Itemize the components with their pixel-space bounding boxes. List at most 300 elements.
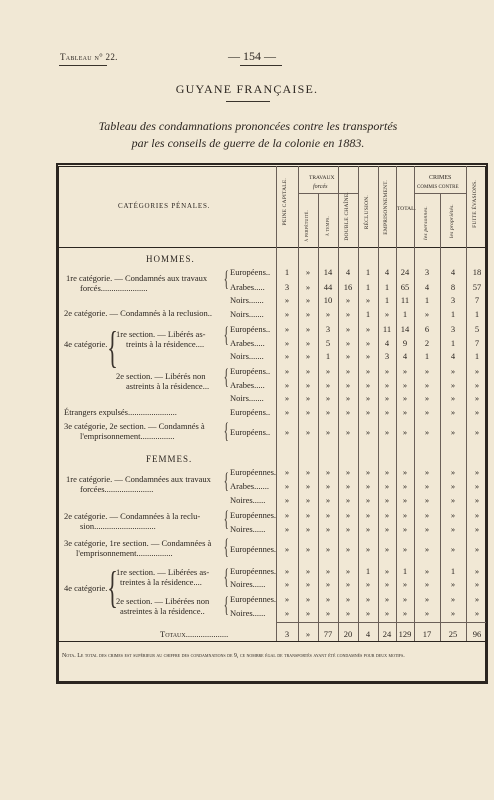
section-hommes: HOMMES.: [146, 254, 195, 264]
table-cell: »: [284, 380, 290, 390]
category-label: Étrangers expulsés.......................: [64, 407, 177, 417]
category-label: 1re section. — Libérées as-: [116, 567, 210, 577]
col-header-double-chaine: DOUBLE CHAÎNE.: [344, 192, 350, 241]
table-cell: »: [424, 393, 430, 403]
table-cell: »: [450, 393, 456, 403]
table-cell: »: [284, 608, 290, 618]
table-cell: 4: [402, 351, 408, 361]
table-cell: »: [325, 510, 331, 520]
total-cell: 17: [422, 629, 432, 639]
table-cell: »: [474, 524, 480, 534]
table-cell: »: [325, 608, 331, 618]
category-label: forcés......................: [80, 283, 148, 293]
table-cell: »: [345, 295, 351, 305]
origin-label: Européennes.: [230, 544, 277, 554]
table-cell: »: [474, 579, 480, 589]
origin-label: Arabes.....: [230, 380, 265, 390]
table-cell: »: [365, 295, 371, 305]
col-header-categories: CATÉGORIES PÉNALES.: [118, 202, 211, 210]
col-header-fuite-evasions: FUITE ÉVASIONS.: [472, 180, 478, 228]
header-rule-bottom: [58, 247, 486, 248]
table-cell: »: [384, 608, 390, 618]
table-cell: »: [305, 309, 311, 319]
table-cell: »: [345, 566, 351, 576]
brace-mark: {: [223, 468, 229, 493]
table-cell: »: [284, 579, 290, 589]
origin-label: Noires......: [230, 495, 266, 505]
table-cell: 4: [384, 267, 390, 277]
total-cell: 3: [284, 629, 290, 639]
table-cell: »: [424, 608, 430, 618]
table-cell: »: [325, 467, 331, 477]
table-cell: »: [384, 566, 390, 576]
table-cell: »: [384, 309, 390, 319]
total-cell: 4: [365, 629, 371, 639]
table-cell: »: [365, 594, 371, 604]
category-label: 1re catégorie. — Condamnées aux travaux: [66, 474, 211, 484]
table-cell: »: [450, 510, 456, 520]
origin-label: Arabes.....: [230, 338, 265, 348]
table-cell: »: [365, 544, 371, 554]
table-cell: »: [345, 309, 351, 319]
origin-label: Noires......: [230, 524, 266, 534]
table-cell: »: [474, 427, 480, 437]
table-cell: »: [402, 467, 408, 477]
total-cell: 77: [323, 629, 333, 639]
table-cell: »: [345, 338, 351, 348]
table-cell: »: [345, 427, 351, 437]
origin-label: Arabes.....: [230, 282, 265, 292]
table-cell: »: [325, 427, 331, 437]
origin-label: Européens..: [230, 324, 271, 334]
brace-mark: {: [223, 564, 229, 589]
table-cell: 1: [325, 351, 331, 361]
category-label: 2e section. — Libérés non: [116, 371, 206, 381]
table-cell: 1: [450, 338, 456, 348]
origin-label: Noirs.......: [230, 295, 264, 305]
category-label: 2e section. — Libérées non: [116, 596, 210, 606]
header-rule: [59, 65, 107, 66]
origin-label: Européens..: [230, 407, 271, 417]
origin-label: Noires......: [230, 608, 266, 618]
table-cell: »: [365, 366, 371, 376]
table-cell: 1: [450, 566, 456, 576]
table-cell: »: [365, 407, 371, 417]
table-cell: »: [450, 594, 456, 604]
origin-label: Européens..: [230, 267, 271, 277]
table-cell: »: [365, 495, 371, 505]
table-cell: »: [305, 566, 311, 576]
title-rule: [226, 101, 270, 102]
table-cell: »: [305, 481, 311, 491]
table-cell: »: [450, 380, 456, 390]
table-cell: 1: [402, 566, 408, 576]
table-cell: »: [325, 594, 331, 604]
table-cell: 1: [402, 309, 408, 319]
page-number: — 154 —: [228, 49, 276, 63]
table-cell: »: [325, 566, 331, 576]
category-label: treintes à la résidence....: [120, 577, 202, 587]
table-cell: »: [424, 594, 430, 604]
category-label: 1re section. — Libérés as-: [116, 329, 206, 339]
table-cell: »: [474, 495, 480, 505]
table-cell: »: [365, 393, 371, 403]
table-cell: »: [384, 524, 390, 534]
origin-label: Européennes.: [230, 510, 277, 520]
table-cell: »: [325, 380, 331, 390]
table-cell: »: [365, 579, 371, 589]
table-cell: »: [424, 380, 430, 390]
table-cell: »: [450, 524, 456, 534]
table-cell: »: [474, 366, 480, 376]
table-cell: »: [424, 510, 430, 520]
table-cell: 11: [400, 295, 410, 305]
total-cell: 96: [472, 629, 482, 639]
table-cell: »: [384, 407, 390, 417]
table-cell: 4: [450, 267, 456, 277]
table-cell: »: [474, 481, 480, 491]
totals-rule-bottom: [58, 641, 486, 642]
col-header-total: TOTAL.: [397, 206, 416, 212]
table-cell: 4: [450, 351, 456, 361]
table-cell: 1: [384, 295, 390, 305]
table-cell: »: [325, 309, 331, 319]
table-cell: »: [365, 324, 371, 334]
table-cell: 65: [400, 282, 410, 292]
table-cell: 3: [325, 324, 331, 334]
table-cell: »: [384, 544, 390, 554]
totals-label: Totaux....................: [160, 629, 229, 639]
category-label: 4e catégorie.: [64, 583, 108, 593]
category-label: 1re catégorie. — Condamnés aux travaux: [66, 273, 208, 283]
table-cell: »: [305, 295, 311, 305]
table-cell: »: [305, 467, 311, 477]
total-cell: 24: [382, 629, 392, 639]
table-cell: 1: [424, 295, 430, 305]
table-cell: 4: [384, 338, 390, 348]
table-cell: »: [284, 427, 290, 437]
table-cell: 9: [402, 338, 408, 348]
table-cell: »: [284, 524, 290, 534]
table-cell: 44: [323, 282, 333, 292]
table-cell: »: [284, 366, 290, 376]
table-cell: »: [345, 544, 351, 554]
table-cell: »: [284, 393, 290, 403]
table-cell: »: [284, 544, 290, 554]
table-cell: »: [284, 338, 290, 348]
table-cell: 11: [382, 324, 392, 334]
origin-label: Noirs.......: [230, 351, 264, 361]
total-cell: »: [305, 629, 311, 639]
table-cell: »: [305, 495, 311, 505]
table-cell: »: [345, 467, 351, 477]
header-rule: [240, 65, 282, 66]
table-cell: »: [284, 309, 290, 319]
table-cell: »: [345, 481, 351, 491]
section-femmes: FEMMES.: [146, 454, 193, 464]
table-cell: »: [402, 481, 408, 491]
col-line: [440, 193, 441, 641]
table-cell: 3: [450, 324, 456, 334]
table-cell: »: [402, 608, 408, 618]
table-cell: »: [284, 481, 290, 491]
table-cell: »: [345, 324, 351, 334]
col-header-personnes: les personnes.: [423, 206, 429, 240]
table-cell: »: [345, 407, 351, 417]
table-cell: »: [365, 467, 371, 477]
table-cell: »: [450, 407, 456, 417]
col-header-peine-capitale: PEINE CAPITALE.: [282, 178, 288, 226]
table-cell: »: [345, 393, 351, 403]
table-cell: »: [284, 324, 290, 334]
table-cell: »: [305, 366, 311, 376]
table-cell: 5: [474, 324, 480, 334]
table-cell: »: [450, 495, 456, 505]
table-cell: 4: [345, 267, 351, 277]
table-cell: »: [305, 524, 311, 534]
origin-label: Noires......: [230, 579, 266, 589]
category-label: treints à la résidence....: [126, 339, 205, 349]
table-cell: 7: [474, 295, 480, 305]
table-cell: »: [305, 544, 311, 554]
table-note: Nota. Le total des crimes est supérieur au chiffre des condamnations de 9, ce nombre égal de transportés ayant été condamnés pour deux motifs.: [62, 653, 405, 659]
table-cell: »: [424, 309, 430, 319]
caption-line: Tableau des condamnations prononcées contre les transportés: [98, 119, 398, 133]
table-cell: »: [402, 393, 408, 403]
table-cell: »: [345, 366, 351, 376]
table-cell: 3: [384, 351, 390, 361]
col-header-temps: à temps.: [325, 216, 331, 237]
brace-mark: {: [223, 592, 229, 617]
table-cell: 1: [384, 282, 390, 292]
table-cell: 6: [424, 324, 430, 334]
table-cell: 16: [343, 282, 353, 292]
table-cell: »: [325, 407, 331, 417]
table-cell: »: [284, 510, 290, 520]
table-cell: »: [284, 594, 290, 604]
category-label: l'emprisonnement................: [80, 431, 175, 441]
table-cell: »: [305, 407, 311, 417]
table-cell: 1: [365, 566, 371, 576]
table-cell: 2: [424, 338, 430, 348]
table-cell: »: [450, 544, 456, 554]
table-cell: »: [384, 467, 390, 477]
table-cell: »: [325, 495, 331, 505]
table-cell: »: [450, 427, 456, 437]
table-cell: »: [284, 295, 290, 305]
table-cell: 1: [284, 267, 290, 277]
total-cell: 129: [398, 629, 412, 639]
table-cell: »: [384, 481, 390, 491]
document-title: GUYANE FRANÇAISE.: [175, 82, 319, 96]
table-cell: »: [284, 351, 290, 361]
table-cell: »: [424, 544, 430, 554]
table-cell: »: [325, 524, 331, 534]
total-cell: 25: [448, 629, 458, 639]
category-label: l'emprisonnement.................: [76, 548, 173, 558]
table-cell: »: [365, 427, 371, 437]
table-cell: »: [424, 481, 430, 491]
table-cell: »: [402, 495, 408, 505]
table-cell: »: [305, 608, 311, 618]
table-cell: »: [384, 594, 390, 604]
origin-label: Arabes.......: [230, 481, 269, 491]
table-cell: »: [305, 324, 311, 334]
table-cell: »: [424, 366, 430, 376]
table-cell: »: [305, 510, 311, 520]
table-cell: »: [474, 467, 480, 477]
table-cell: »: [305, 380, 311, 390]
table-cell: »: [284, 566, 290, 576]
category-label: 3e catégorie, 1re section. — Condamnées à: [64, 538, 212, 548]
table-cell: »: [365, 524, 371, 534]
table-cell: »: [345, 351, 351, 361]
table-cell: »: [345, 524, 351, 534]
brace-mark: {: [223, 322, 229, 347]
table-cell: »: [345, 495, 351, 505]
table-cell: »: [402, 427, 408, 437]
table-cell: »: [474, 393, 480, 403]
table-cell: »: [325, 544, 331, 554]
origin-label: Noirs.......: [230, 309, 264, 319]
brace-mark: {: [223, 534, 229, 559]
table-cell: »: [384, 393, 390, 403]
table-cell: »: [305, 579, 311, 589]
brace-mark: {: [107, 563, 118, 612]
table-cell: 3: [424, 267, 430, 277]
table-cell: »: [345, 510, 351, 520]
table-cell: 10: [323, 295, 333, 305]
category-label: astreints à la résidence...: [126, 381, 210, 391]
table-cell: »: [424, 495, 430, 505]
origin-label: Européens..: [230, 366, 271, 376]
brace-mark: {: [223, 266, 229, 291]
category-label: forcées.......................: [80, 484, 154, 494]
table-cell: »: [384, 510, 390, 520]
table-cell: »: [365, 380, 371, 390]
col-header-proprietes: les propriétés.: [449, 204, 455, 239]
table-cell: 1: [365, 309, 371, 319]
table-cell: »: [345, 380, 351, 390]
brace-mark: {: [107, 323, 118, 372]
table-cell: »: [305, 594, 311, 604]
col-header-forces: forcés: [313, 184, 328, 190]
table-number: Tableau n° 22.: [60, 52, 118, 62]
table-cell: »: [402, 366, 408, 376]
table-cell: »: [474, 544, 480, 554]
table-cell: »: [424, 427, 430, 437]
category-label: 2e catégorie. — Condamnées à la reclu-: [64, 511, 201, 521]
table-cell: »: [365, 351, 371, 361]
table-cell: »: [384, 366, 390, 376]
table-cell: 14: [323, 267, 333, 277]
totals-rule: [276, 622, 486, 623]
table-cell: 1: [365, 282, 371, 292]
origin-label: Européennes.: [230, 566, 277, 576]
table-cell: »: [305, 338, 311, 348]
table-cell: »: [402, 594, 408, 604]
table-cell: »: [424, 579, 430, 589]
table-cell: »: [384, 427, 390, 437]
table-cell: 5: [325, 338, 331, 348]
table-cell: »: [365, 510, 371, 520]
col-header-commis-contre: COMMIS CONTRE: [417, 185, 459, 190]
origin-label: Européennes.: [230, 467, 277, 477]
table-cell: »: [365, 338, 371, 348]
table-cell: »: [474, 594, 480, 604]
table-cell: »: [424, 407, 430, 417]
table-cell: »: [284, 495, 290, 505]
table-cell: 8: [450, 282, 456, 292]
table-cell: 57: [472, 282, 482, 292]
table-cell: »: [424, 467, 430, 477]
table-cell: »: [305, 282, 311, 292]
table-cell: »: [474, 608, 480, 618]
table-cell: 14: [400, 324, 410, 334]
category-label: 4e catégorie.: [64, 339, 108, 349]
col-header-perpetuite: à perpétuité.: [304, 210, 310, 242]
table-cell: »: [474, 407, 480, 417]
table-caption: [70, 118, 426, 152]
table-cell: 4: [424, 282, 430, 292]
table-cell: »: [325, 579, 331, 589]
table-cell: »: [402, 380, 408, 390]
table-cell: »: [402, 407, 408, 417]
table-cell: »: [345, 579, 351, 589]
table-cell: »: [474, 566, 480, 576]
table-cell: »: [365, 608, 371, 618]
table-cell: »: [305, 267, 311, 277]
col-header-travaux: TRAVAUX: [309, 175, 335, 181]
table-cell: »: [384, 579, 390, 589]
table-cell: »: [305, 393, 311, 403]
table-cell: 1: [450, 309, 456, 319]
table-cell: »: [384, 380, 390, 390]
table-cell: »: [474, 510, 480, 520]
category-label: sion.............................: [80, 521, 156, 531]
table-cell: »: [424, 524, 430, 534]
category-label: 3e catégorie, 2e section. — Condamnés à: [64, 421, 205, 431]
category-label: 2e catégorie. — Condamnés à la reclusion..: [64, 308, 212, 318]
table-cell: »: [325, 393, 331, 403]
table-cell: »: [450, 579, 456, 589]
table-cell: »: [474, 380, 480, 390]
table-cell: »: [450, 608, 456, 618]
table-cell: »: [402, 544, 408, 554]
table-cell: »: [345, 594, 351, 604]
table-cell: 1: [474, 309, 480, 319]
table-cell: »: [305, 351, 311, 361]
brace-mark: {: [223, 506, 229, 531]
col-header-emprisonnement: EMPRISONNEMENT.: [383, 180, 389, 235]
table-cell: »: [424, 566, 430, 576]
table-cell: »: [284, 467, 290, 477]
category-label: astreintes à la résidence..: [120, 606, 205, 616]
origin-label: Européennes.: [230, 594, 277, 604]
table-cell: »: [450, 366, 456, 376]
col-header-crimes: CRIMES: [429, 175, 452, 181]
table-cell: 1: [365, 267, 371, 277]
table-cell: »: [345, 608, 351, 618]
table-cell: »: [450, 467, 456, 477]
origin-label: Noirs.......: [230, 393, 264, 403]
brace-mark: {: [223, 418, 229, 443]
table-cell: 1: [424, 351, 430, 361]
table-cell: »: [305, 427, 311, 437]
table-cell: 3: [284, 282, 290, 292]
brace-mark: {: [223, 364, 229, 389]
table-cell: »: [384, 495, 390, 505]
